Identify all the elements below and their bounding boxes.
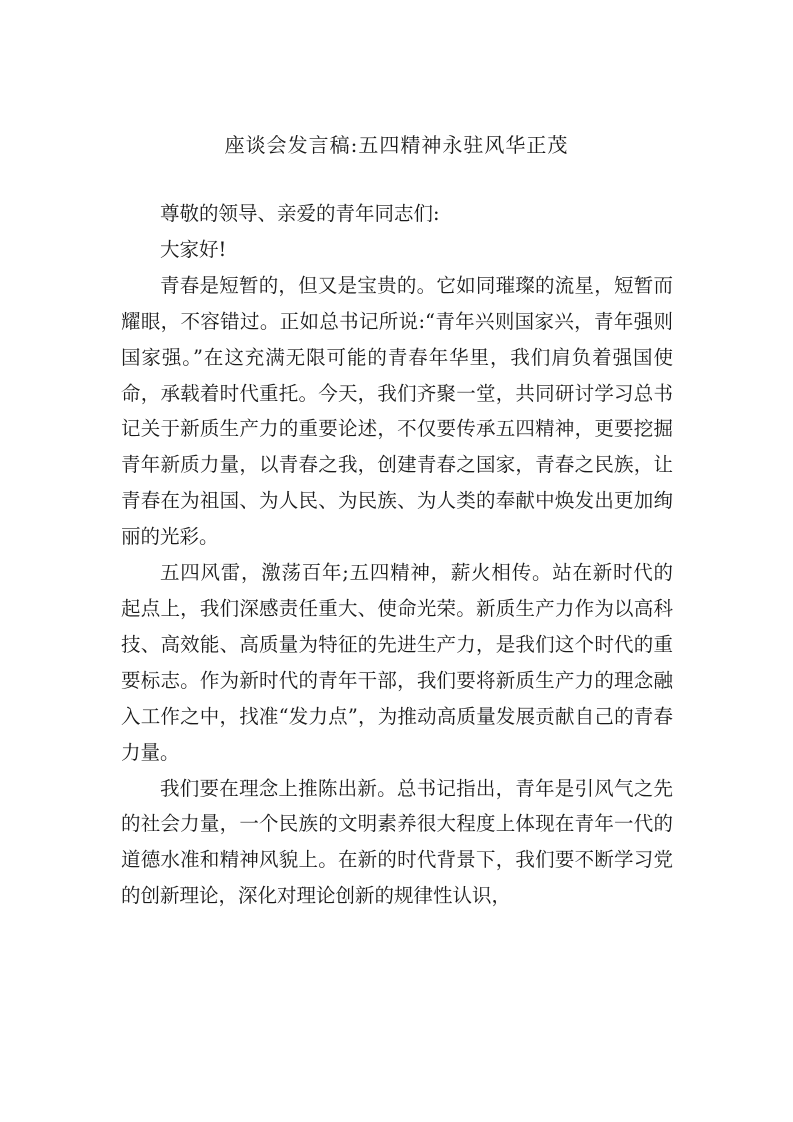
document-title: 座谈会发言稿:五四精神永驻风华正茂 xyxy=(224,133,569,157)
paragraph-salutation: 尊敬的领导、亲爱的青年同志们: xyxy=(160,202,440,225)
paragraph: 五四风雷，激荡百年;五四精神，薪火相传。站在新时代的起点上，我们深感责任重大、使命光荣。新质生产力作为以高科技、高效能、高质量为特征的先进生产力，是我们这个时代的重要标志。作为新时代的青年干部，我们要将新质生产力的理念融入工作之中，找准“发力点”，为推动高质量发展贡献自己的青春力量。 xyxy=(121,561,673,764)
paragraph: 青春是短暂的，但又是宝贵的。它如同璀璨的流星，短暂而耀眼，不容错过。正如总书记所说:“青年兴则国家兴，青年强则国家强。”在这充满无限可能的青春年华里，我们肩负着强国使命，承载着时代重托。今天，我们齐聚一堂，共同研讨学习总书记关于新质生产力的重要论述，不仅要传承五四精神，更要挖掘青年新质力量，以青春之我，创建青春之国家，青春之民族，让青春在为祖国、为人民、为民族、为人类的奉献中焕发出更加绚丽的光彩。 xyxy=(121,273,673,549)
paragraph-greeting: 大家好! xyxy=(160,237,227,261)
paragraph: 我们要在理念上推陈出新。总书记指出，青年是引风气之先的社会力量，一个民族的文明素养很大程度上体现在青年一代的道德水准和精神风貌上。在新的时代背景下，我们要不断学习党的创新理论，深化对理论创新的规律性认识， xyxy=(121,776,673,908)
document-body xyxy=(121,196,673,914)
